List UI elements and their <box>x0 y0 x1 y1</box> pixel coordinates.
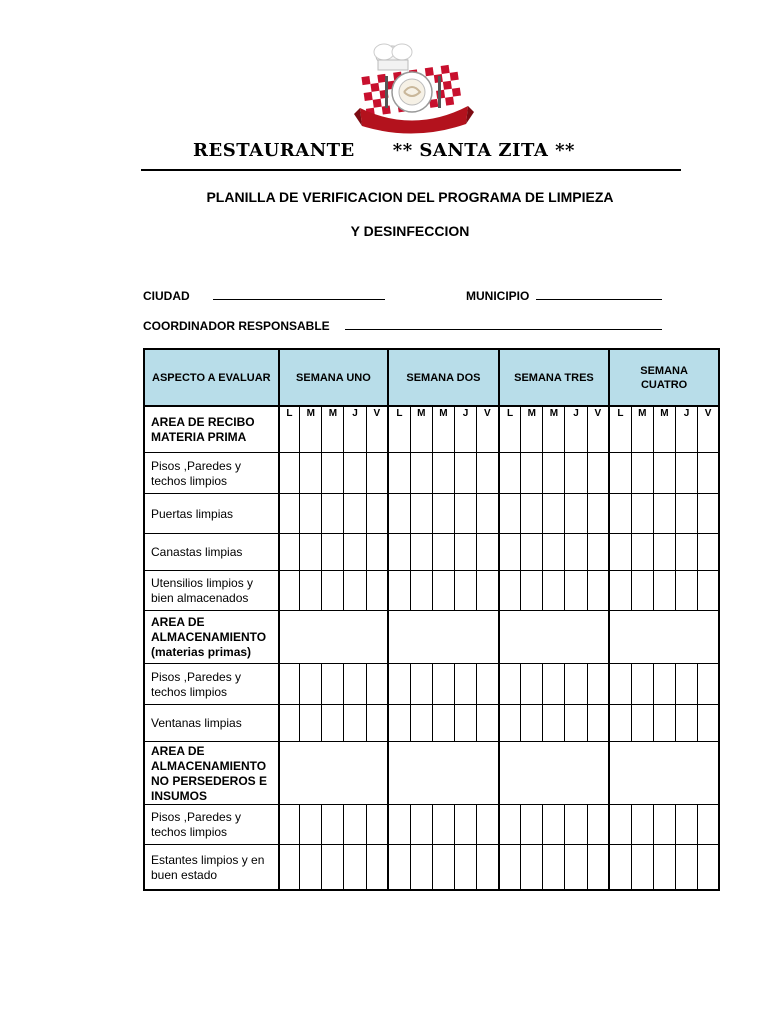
check-cell[interactable] <box>631 844 653 890</box>
day-header: J <box>675 406 697 452</box>
check-cell[interactable] <box>499 493 521 533</box>
check-cell[interactable] <box>675 570 697 610</box>
check-cell[interactable] <box>499 663 521 704</box>
day-header: M <box>631 406 653 452</box>
check-cell[interactable] <box>344 844 366 890</box>
week-block-cell[interactable] <box>279 610 389 663</box>
check-cell[interactable] <box>543 844 565 890</box>
check-cell[interactable] <box>300 570 322 610</box>
day-header: V <box>366 406 388 452</box>
check-cell[interactable] <box>454 844 476 890</box>
check-cell[interactable] <box>653 844 675 890</box>
check-cell[interactable] <box>499 533 521 570</box>
check-cell[interactable] <box>432 663 454 704</box>
check-cell[interactable] <box>477 493 499 533</box>
week-header: SEMANA UNO <box>279 349 389 406</box>
restaurant-logo <box>354 42 474 134</box>
check-cell[interactable] <box>410 844 432 890</box>
check-cell[interactable] <box>609 570 631 610</box>
check-cell[interactable] <box>322 704 344 741</box>
check-cell[interactable] <box>454 663 476 704</box>
aspect-item: Utensilios limpios y bien almacenados <box>144 570 279 610</box>
check-cell[interactable] <box>499 452 521 493</box>
check-cell[interactable] <box>653 452 675 493</box>
check-cell[interactable] <box>675 533 697 570</box>
check-cell[interactable] <box>609 804 631 844</box>
day-header: M <box>653 406 675 452</box>
check-cell[interactable] <box>388 452 410 493</box>
check-cell[interactable] <box>432 804 454 844</box>
check-cell[interactable] <box>279 452 300 493</box>
check-cell[interactable] <box>499 704 521 741</box>
week-block-cell[interactable] <box>279 741 389 804</box>
check-cell[interactable] <box>631 704 653 741</box>
check-cell[interactable] <box>344 493 366 533</box>
restaurant-name: ** SANTA ZITA ** <box>392 140 575 161</box>
table-row <box>144 452 719 493</box>
check-cell[interactable] <box>698 452 719 493</box>
day-header: M <box>410 406 432 452</box>
check-cell[interactable] <box>543 570 565 610</box>
check-cell[interactable] <box>279 663 300 704</box>
week-header: SEMANA CUATRO <box>609 349 719 406</box>
check-cell[interactable] <box>366 844 388 890</box>
check-cell[interactable] <box>565 704 587 741</box>
restaurant-word: RESTAURANTE <box>193 140 355 161</box>
restaurant-heading <box>0 140 768 161</box>
check-cell[interactable] <box>300 704 322 741</box>
check-cell[interactable] <box>675 844 697 890</box>
check-cell[interactable] <box>410 804 432 844</box>
check-cell[interactable] <box>521 704 543 741</box>
week-block-cell[interactable] <box>499 610 609 663</box>
ciudad-label: CIUDAD <box>143 289 190 303</box>
day-header: J <box>454 406 476 452</box>
check-cell[interactable] <box>587 533 609 570</box>
check-cell[interactable] <box>675 804 697 844</box>
check-cell[interactable] <box>565 533 587 570</box>
day-header: L <box>279 406 300 452</box>
aspect-section: AREA DE ALMACENAMIENTO NO PERSEDEROS E INSUMOS <box>144 741 279 804</box>
table-row <box>144 610 719 663</box>
coordinador-field[interactable] <box>345 329 662 330</box>
table-row <box>144 406 719 452</box>
check-cell[interactable] <box>279 844 300 890</box>
check-cell[interactable] <box>322 804 344 844</box>
check-cell[interactable] <box>322 452 344 493</box>
check-cell[interactable] <box>698 570 719 610</box>
check-cell[interactable] <box>477 663 499 704</box>
table-row <box>144 493 719 533</box>
check-cell[interactable] <box>609 493 631 533</box>
check-cell[interactable] <box>631 533 653 570</box>
check-cell[interactable] <box>344 804 366 844</box>
aspect-item: Puertas limpias <box>144 493 279 533</box>
check-cell[interactable] <box>631 804 653 844</box>
table-row <box>144 570 719 610</box>
check-cell[interactable] <box>300 844 322 890</box>
check-cell[interactable] <box>565 663 587 704</box>
check-cell[interactable] <box>543 493 565 533</box>
check-cell[interactable] <box>698 663 719 704</box>
check-cell[interactable] <box>300 533 322 570</box>
check-cell[interactable] <box>344 704 366 741</box>
check-cell[interactable] <box>344 452 366 493</box>
check-cell[interactable] <box>366 704 388 741</box>
aspect-section: AREA DE RECIBO MATERIA PRIMA <box>144 406 279 452</box>
check-cell[interactable] <box>279 493 300 533</box>
check-cell[interactable] <box>454 493 476 533</box>
check-cell[interactable] <box>521 452 543 493</box>
day-header: M <box>521 406 543 452</box>
check-cell[interactable] <box>675 663 697 704</box>
check-cell[interactable] <box>477 844 499 890</box>
check-cell[interactable] <box>543 704 565 741</box>
week-block-cell[interactable] <box>609 610 719 663</box>
municipio-label: MUNICIPIO <box>466 289 530 303</box>
table-row <box>144 804 719 844</box>
check-cell[interactable] <box>432 570 454 610</box>
check-cell[interactable] <box>410 704 432 741</box>
check-cell[interactable] <box>565 844 587 890</box>
check-cell[interactable] <box>587 804 609 844</box>
check-cell[interactable] <box>565 570 587 610</box>
check-cell[interactable] <box>366 804 388 844</box>
table-row <box>144 704 719 741</box>
check-cell[interactable] <box>344 570 366 610</box>
check-cell[interactable] <box>609 452 631 493</box>
check-cell[interactable] <box>388 804 410 844</box>
check-cell[interactable] <box>565 804 587 844</box>
check-cell[interactable] <box>698 704 719 741</box>
check-cell[interactable] <box>454 452 476 493</box>
check-cell[interactable] <box>698 493 719 533</box>
check-cell[interactable] <box>521 844 543 890</box>
check-cell[interactable] <box>543 804 565 844</box>
check-cell[interactable] <box>477 804 499 844</box>
check-cell[interactable] <box>698 844 719 890</box>
check-cell[interactable] <box>653 493 675 533</box>
check-cell[interactable] <box>631 663 653 704</box>
check-cell[interactable] <box>388 663 410 704</box>
check-cell[interactable] <box>322 533 344 570</box>
check-cell[interactable] <box>388 844 410 890</box>
check-cell[interactable] <box>279 570 300 610</box>
aspect-header: ASPECTO A EVALUAR <box>144 349 279 406</box>
check-cell[interactable] <box>653 570 675 610</box>
check-cell[interactable] <box>388 493 410 533</box>
check-cell[interactable] <box>300 452 322 493</box>
check-cell[interactable] <box>410 452 432 493</box>
day-header: J <box>565 406 587 452</box>
check-cell[interactable] <box>410 493 432 533</box>
check-cell[interactable] <box>521 804 543 844</box>
form-title-line1: PLANILLA DE VERIFICACION DEL PROGRAMA DE LIMPIEZA <box>206 189 614 205</box>
check-cell[interactable] <box>609 704 631 741</box>
check-cell[interactable] <box>410 663 432 704</box>
check-cell[interactable] <box>698 533 719 570</box>
check-cell[interactable] <box>432 533 454 570</box>
check-cell[interactable] <box>499 570 521 610</box>
check-cell[interactable] <box>366 493 388 533</box>
check-cell[interactable] <box>653 533 675 570</box>
check-cell[interactable] <box>432 704 454 741</box>
week-block-cell[interactable] <box>388 741 499 804</box>
day-header: L <box>388 406 410 452</box>
verification-table <box>143 348 720 891</box>
check-cell[interactable] <box>477 452 499 493</box>
check-cell[interactable] <box>587 570 609 610</box>
check-cell[interactable] <box>587 704 609 741</box>
check-cell[interactable] <box>499 804 521 844</box>
check-cell[interactable] <box>499 844 521 890</box>
week-header: SEMANA TRES <box>499 349 609 406</box>
day-header: L <box>609 406 631 452</box>
check-cell[interactable] <box>565 452 587 493</box>
check-cell[interactable] <box>432 493 454 533</box>
day-header: J <box>344 406 366 452</box>
week-block-cell[interactable] <box>609 741 719 804</box>
check-cell[interactable] <box>477 570 499 610</box>
day-header: M <box>300 406 322 452</box>
aspect-item: Canastas limpias <box>144 533 279 570</box>
check-cell[interactable] <box>300 493 322 533</box>
check-cell[interactable] <box>432 452 454 493</box>
check-cell[interactable] <box>675 493 697 533</box>
check-cell[interactable] <box>454 533 476 570</box>
header-divider <box>141 169 681 171</box>
check-cell[interactable] <box>366 663 388 704</box>
check-cell[interactable] <box>344 533 366 570</box>
check-cell[interactable] <box>366 570 388 610</box>
check-cell[interactable] <box>587 452 609 493</box>
check-cell[interactable] <box>587 663 609 704</box>
check-cell[interactable] <box>454 704 476 741</box>
check-cell[interactable] <box>454 570 476 610</box>
check-cell[interactable] <box>653 804 675 844</box>
day-header: M <box>322 406 344 452</box>
check-cell[interactable] <box>344 663 366 704</box>
check-cell[interactable] <box>454 804 476 844</box>
check-cell[interactable] <box>521 663 543 704</box>
day-header: M <box>432 406 454 452</box>
check-cell[interactable] <box>322 493 344 533</box>
check-cell[interactable] <box>631 570 653 610</box>
check-cell[interactable] <box>300 804 322 844</box>
check-cell[interactable] <box>675 704 697 741</box>
check-cell[interactable] <box>279 804 300 844</box>
week-block-cell[interactable] <box>388 610 499 663</box>
table-row <box>144 741 719 804</box>
check-cell[interactable] <box>587 493 609 533</box>
check-cell[interactable] <box>388 570 410 610</box>
day-header: V <box>587 406 609 452</box>
check-cell[interactable] <box>565 493 587 533</box>
day-header: V <box>477 406 499 452</box>
aspect-section: AREA DE ALMACENAMIENTO (materias primas) <box>144 610 279 663</box>
check-cell[interactable] <box>609 533 631 570</box>
check-cell[interactable] <box>521 533 543 570</box>
check-cell[interactable] <box>388 533 410 570</box>
check-cell[interactable] <box>631 493 653 533</box>
check-cell[interactable] <box>279 704 300 741</box>
table-row <box>144 533 719 570</box>
aspect-item: Estantes limpios y en buen estado <box>144 844 279 890</box>
check-cell[interactable] <box>609 663 631 704</box>
municipio-field[interactable] <box>536 299 662 300</box>
check-cell[interactable] <box>410 570 432 610</box>
check-cell[interactable] <box>543 663 565 704</box>
check-cell[interactable] <box>388 704 410 741</box>
check-cell[interactable] <box>477 704 499 741</box>
day-header: L <box>499 406 521 452</box>
table-row <box>144 663 719 704</box>
check-cell[interactable] <box>587 844 609 890</box>
check-cell[interactable] <box>543 452 565 493</box>
day-header: V <box>698 406 719 452</box>
coordinador-label: COORDINADOR RESPONSABLE <box>143 319 330 333</box>
aspect-item: Ventanas limpias <box>144 704 279 741</box>
check-cell[interactable] <box>653 704 675 741</box>
check-cell[interactable] <box>366 452 388 493</box>
check-cell[interactable] <box>609 844 631 890</box>
week-block-cell[interactable] <box>499 741 609 804</box>
check-cell[interactable] <box>698 804 719 844</box>
check-cell[interactable] <box>366 533 388 570</box>
check-cell[interactable] <box>477 533 499 570</box>
form-title-line2: Y DESINFECCION <box>350 223 470 239</box>
check-cell[interactable] <box>279 533 300 570</box>
check-cell[interactable] <box>410 533 432 570</box>
check-cell[interactable] <box>322 570 344 610</box>
check-cell[interactable] <box>653 663 675 704</box>
check-cell[interactable] <box>521 493 543 533</box>
check-cell[interactable] <box>322 663 344 704</box>
check-cell[interactable] <box>543 533 565 570</box>
check-cell[interactable] <box>631 452 653 493</box>
week-header: SEMANA DOS <box>388 349 499 406</box>
aspect-item: Pisos ,Paredes y techos limpios <box>144 452 279 493</box>
aspect-item: Pisos ,Paredes y techos limpios <box>144 804 279 844</box>
ciudad-field[interactable] <box>213 299 385 300</box>
check-cell[interactable] <box>322 844 344 890</box>
day-header: M <box>543 406 565 452</box>
check-cell[interactable] <box>675 452 697 493</box>
check-cell[interactable] <box>521 570 543 610</box>
check-cell[interactable] <box>300 663 322 704</box>
table-row <box>144 844 719 890</box>
aspect-item: Pisos ,Paredes y techos limpios <box>144 663 279 704</box>
check-cell[interactable] <box>432 844 454 890</box>
